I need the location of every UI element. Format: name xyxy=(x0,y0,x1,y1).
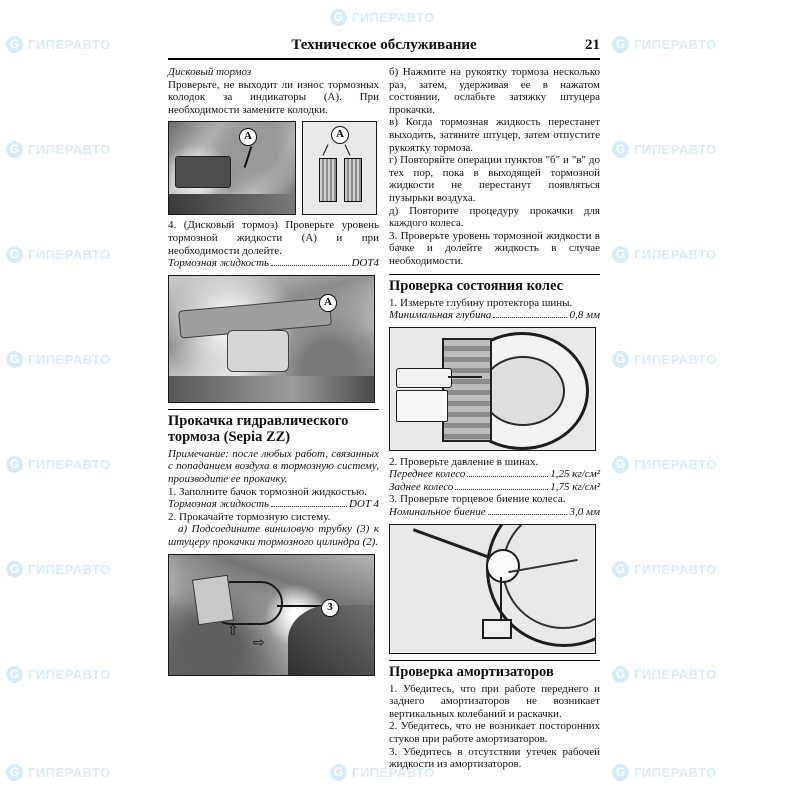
section-title-wheels: Проверка состояния колес xyxy=(389,274,600,294)
watermark-text: ГИПЕРАВТО xyxy=(352,765,435,780)
watermark-logo-icon xyxy=(612,561,629,578)
paragraph-check-pressure: 2. Проверьте давление в шинах. xyxy=(389,455,539,468)
spec-label: Номинальное биение xyxy=(389,506,486,519)
paragraph-shock-1: 1. Убедитесь, что при работе переднего и заднего амортизаторов не возникает вертикальных колебаний и раскачки. xyxy=(389,682,600,720)
brake-pad-wear-diagram xyxy=(302,121,377,215)
watermark xyxy=(612,36,717,53)
leader-dots xyxy=(455,481,548,490)
watermark-text: ГИПЕРАВТО xyxy=(28,765,111,780)
spec-value: 0,8 мм xyxy=(569,309,600,322)
page-header xyxy=(168,36,600,60)
watermark-text: ГИПЕРАВТО xyxy=(634,562,717,577)
watermark-logo-icon xyxy=(6,561,23,578)
spec-label: Тормозная жидкость xyxy=(168,498,270,511)
watermark xyxy=(612,764,717,781)
spec-label: Заднее колесо xyxy=(389,480,454,493)
watermark-text: ГИПЕРАВТО xyxy=(28,37,111,52)
watermark-logo-icon xyxy=(6,36,23,53)
paragraph-step-d: д) Повторите процедуру прокачки для каждого колеса. xyxy=(389,204,600,230)
tyre-tread-depth-diagram xyxy=(389,327,596,451)
paragraph-shock-3: 3. Убедитесь в отсутствии утечек рабочей жидкости из амортизаторов. xyxy=(389,745,600,771)
watermark-logo-icon xyxy=(612,456,629,473)
watermark-logo-icon xyxy=(330,9,347,26)
section-title-bleeding: Прокачка гидравлического тормоза (Sepia ZZ) xyxy=(168,409,379,445)
two-column-body xyxy=(168,66,600,771)
spec-value: 1,25 кг/см² xyxy=(550,468,600,481)
paragraph-fluid-level: 4. (Дисковый тормоз) Проверьте уровень тормозной жидкости (А) и при необходимости долейте. xyxy=(168,219,379,257)
watermark xyxy=(6,456,111,473)
watermark-logo-icon xyxy=(612,36,629,53)
watermark-text: ГИПЕРАВТО xyxy=(634,247,717,262)
paragraph-pad-wear: Проверьте, не выходит ли износ тормозных колодок за индикаторы (А). При необходимости замените колодки. xyxy=(168,78,379,116)
page-title: Техническое обслуживание xyxy=(291,37,477,53)
watermark-text: ГИПЕРАВТО xyxy=(634,142,717,157)
paragraph-step-b: б) Нажмите на рукоятку тормоза несколько раз, затем, удерживая ее в нажатом состоянии, ослабьте затяжку штуцера прокачки. xyxy=(389,66,600,116)
brake-fluid-reservoir-photo xyxy=(168,275,375,403)
spec-nominal-runout xyxy=(389,506,600,519)
page-sheet xyxy=(168,36,600,771)
watermark-text: ГИПЕРАВТО xyxy=(28,562,111,577)
paragraph-check-runout: 3. Проверьте торцевое биение колеса. xyxy=(389,493,566,506)
watermark xyxy=(6,141,111,158)
watermark xyxy=(612,666,717,683)
brake-cylinder-bleed-photo: 3 ⇧ ⇨ xyxy=(168,554,375,676)
watermark-logo-icon xyxy=(612,351,629,368)
right-column xyxy=(389,66,600,771)
disc-brake-heading: Дисковый тормоз xyxy=(168,66,252,78)
figure-row-1 xyxy=(168,121,379,215)
paragraph-step-a: а) Подсоедините виниловую трубку (3) к штуцеру прокачки тормозного цилиндра (2). xyxy=(168,523,379,548)
watermark-text: ГИПЕРАВТО xyxy=(634,37,717,52)
watermark-text: ГИПЕРАВТО xyxy=(634,352,717,367)
page-number: 21 xyxy=(585,37,600,53)
leader-dots xyxy=(488,506,568,515)
watermark-logo-icon xyxy=(612,141,629,158)
left-column xyxy=(168,66,379,771)
watermark xyxy=(6,764,111,781)
watermark-logo-icon xyxy=(6,456,23,473)
watermark-logo-icon xyxy=(612,666,629,683)
leader-dots xyxy=(271,498,347,507)
spec-value: DOT4 xyxy=(351,257,379,270)
leader-dots xyxy=(467,468,548,477)
spec-value: DOT 4 xyxy=(348,498,379,511)
figure-callout: А xyxy=(239,128,257,146)
brake-pad-photo xyxy=(168,121,296,215)
watermark xyxy=(6,666,111,683)
figure-callout: А xyxy=(319,294,337,312)
spec-value: 3,0 мм xyxy=(569,506,600,519)
leader-dots xyxy=(271,257,349,266)
leader-dots xyxy=(493,309,567,318)
watermark xyxy=(6,561,111,578)
watermark-logo-icon xyxy=(6,764,23,781)
spec-label: Переднее колесо xyxy=(389,468,466,481)
watermark-text: ГИПЕРАВТО xyxy=(634,765,717,780)
watermark xyxy=(6,246,111,263)
watermark-logo-icon xyxy=(612,246,629,263)
spec-front-wheel xyxy=(389,468,600,481)
paragraph-fill-reservoir: 1. Заполните бачок тормозной жидкостью. xyxy=(168,485,367,498)
watermark-text: ГИПЕРАВТО xyxy=(634,667,717,682)
watermark-text: ГИПЕРАВТО xyxy=(28,667,111,682)
watermark-logo-icon xyxy=(6,246,23,263)
paragraph-measure-tread: 1. Измерьте глубину протектора шины. xyxy=(389,296,573,309)
spec-label: Тормозная жидкость xyxy=(168,257,270,270)
watermark xyxy=(330,9,435,26)
watermark-text: ГИПЕРАВТО xyxy=(634,457,717,472)
watermark-text: ГИПЕРАВТО xyxy=(28,352,111,367)
wheel-runout-dial-gauge-diagram xyxy=(389,524,596,654)
note-text: Примечание: после любых работ, связанных с попаданием воздуха в тормозную систему, производите ее прокачку. xyxy=(168,447,379,485)
paragraph-shock-2: 2. Убедитесь, что не возникает посторонних стуков при работе амортизаторов. xyxy=(389,720,600,746)
spec-min-depth xyxy=(389,309,600,322)
spec-brake-fluid xyxy=(168,257,379,270)
watermark xyxy=(612,456,717,473)
paragraph-step-v: в) Когда тормозная жидкость перестанет выходить, затяните штуцер, затем отпустите рукоятку тормоза. xyxy=(389,116,600,154)
paragraph-bleed-system: 2. Прокачайте тормозную систему. xyxy=(168,510,331,523)
watermark-logo-icon xyxy=(6,666,23,683)
watermark xyxy=(612,246,717,263)
watermark xyxy=(6,36,111,53)
spec-brake-fluid-2 xyxy=(168,498,379,511)
watermark-text: ГИПЕРАВТО xyxy=(28,142,111,157)
watermark-logo-icon xyxy=(6,141,23,158)
figure-callout: 3 xyxy=(321,599,339,617)
figure-callout: А xyxy=(331,126,349,144)
paragraph-check-level: 3. Проверьте уровень тормозной жидкости в бачке и долейте жидкость в случае необходимости. xyxy=(389,229,600,267)
spec-label: Минимальная глубина xyxy=(389,309,492,322)
watermark-text: ГИПЕРАВТО xyxy=(352,10,435,25)
watermark-text: ГИПЕРАВТО xyxy=(28,247,111,262)
spec-value: 1,75 кг/см² xyxy=(550,480,600,493)
spec-rear-wheel xyxy=(389,481,600,494)
watermark-text: ГИПЕРАВТО xyxy=(28,457,111,472)
watermark xyxy=(612,351,717,368)
watermark-logo-icon xyxy=(6,351,23,368)
watermark xyxy=(612,141,717,158)
paragraph-step-g: г) Повторяйте операции пунктов "б" и "в" до тех пор, пока в выходящей тормозной жидкости не перестанут появляться пузырьки воздуха. xyxy=(389,154,600,204)
watermark xyxy=(6,351,111,368)
section-title-shock-absorbers: Проверка амортизаторов xyxy=(389,660,600,680)
watermark xyxy=(612,561,717,578)
watermark-logo-icon xyxy=(612,764,629,781)
